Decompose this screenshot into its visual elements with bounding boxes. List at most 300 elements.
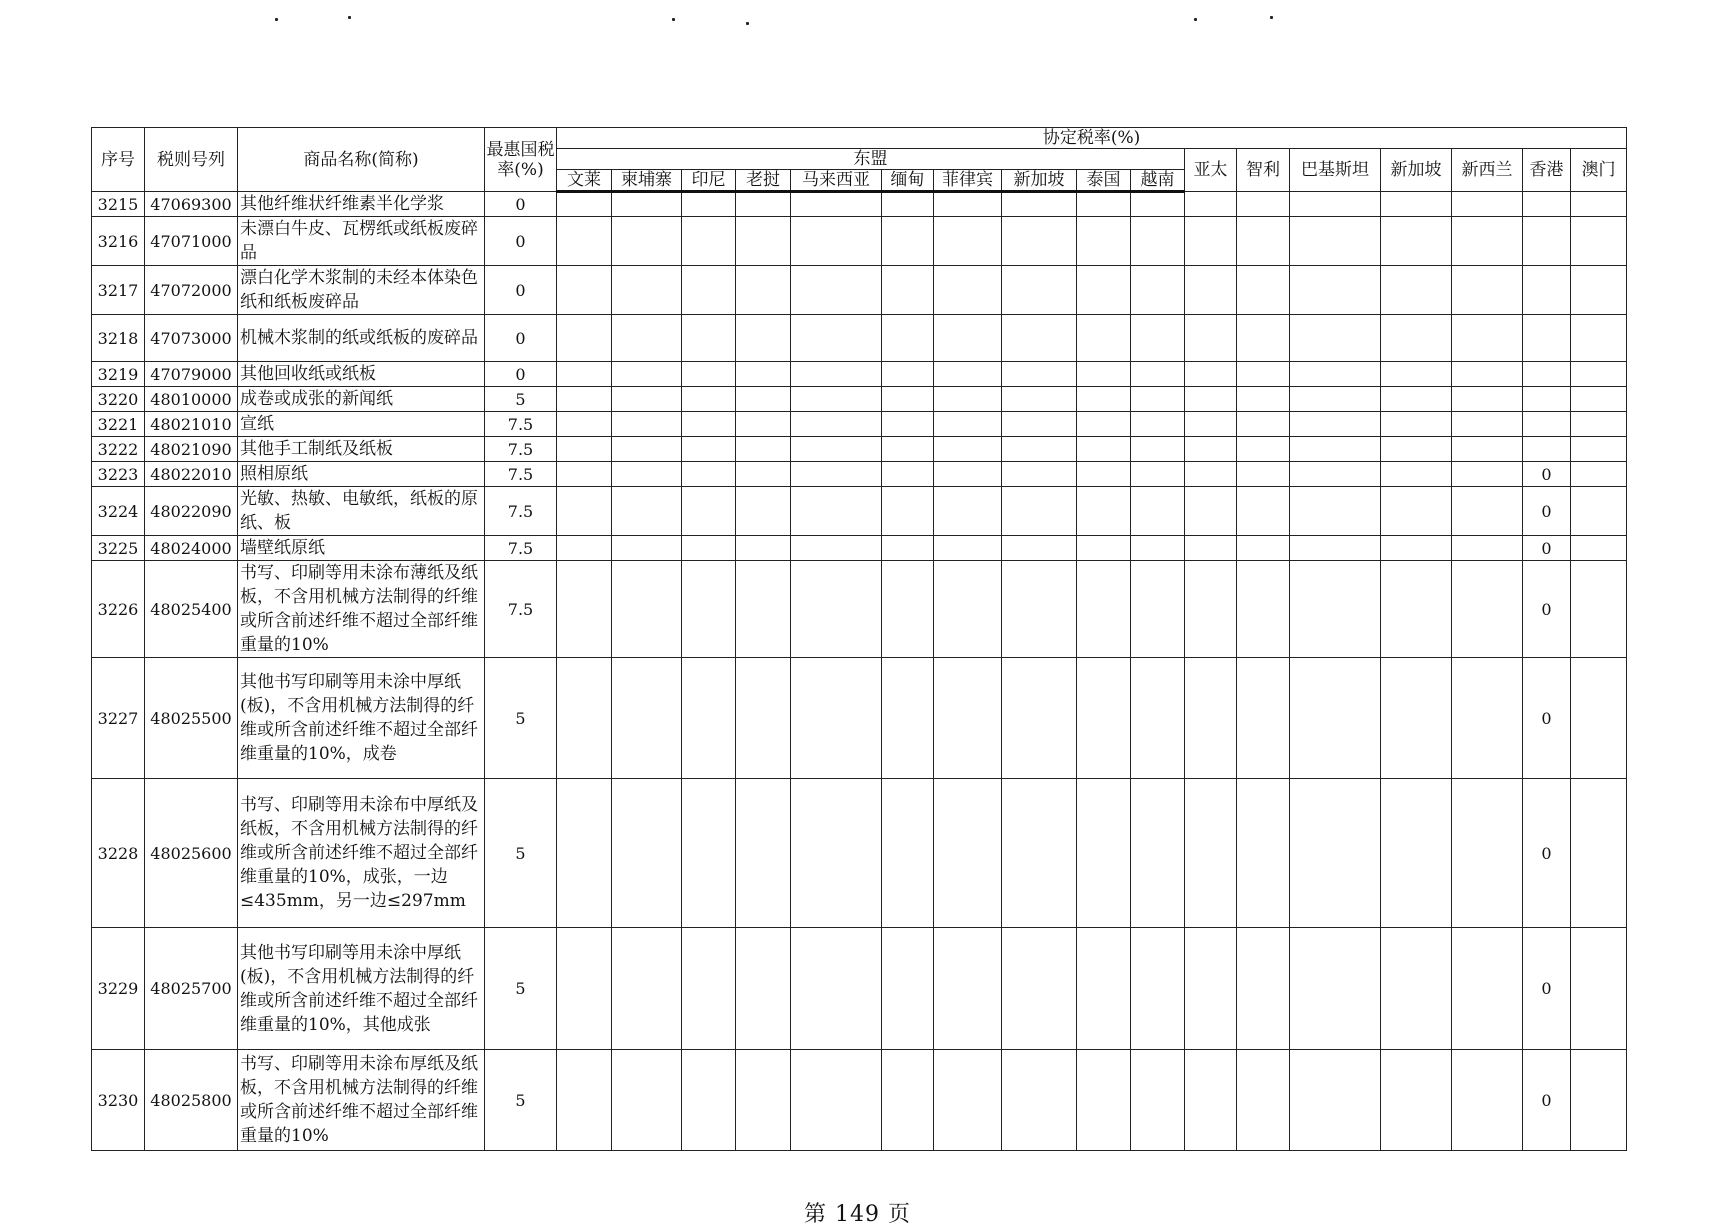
row-rate-cell [682,658,736,779]
row-rate-cell [1131,437,1185,462]
row-code: 48024000 [145,536,238,561]
row-rate-cell [791,487,882,536]
row-rate-cell [934,928,1002,1050]
row-rate-cell [1452,658,1523,779]
row-rate-cell [612,928,682,1050]
row-rate-cell [1077,928,1131,1050]
row-rate-cell [1452,928,1523,1050]
row-rate-cell [682,266,736,315]
row-rate-cell [1381,266,1452,315]
row-seq: 3215 [92,192,145,217]
row-rate-cell [1131,412,1185,437]
row-rate-cell [557,658,612,779]
row-rate-cell [1077,536,1131,561]
row-rate-cell [1290,437,1381,462]
row-code: 48022090 [145,487,238,536]
row-mfn-rate: 0 [485,217,557,266]
header-thailand: 泰国 [1077,170,1131,192]
row-name: 漂白化学木浆制的未经本体染色纸和纸板废碎品 [238,266,485,315]
row-rate-cell [682,928,736,1050]
row-mfn-rate: 7.5 [485,561,557,658]
row-rate-cell [1237,462,1290,487]
row-rate-cell [557,1050,612,1151]
row-mfn-rate: 7.5 [485,487,557,536]
row-rate-cell [736,362,791,387]
row-rate-cell [1077,362,1131,387]
row-code: 47072000 [145,266,238,315]
row-rate-cell [1237,362,1290,387]
row-rate-cell [791,462,882,487]
row-name: 墙壁纸原纸 [238,536,485,561]
row-rate-cell [682,561,736,658]
row-rate-cell [1381,387,1452,412]
row-rate-cell [736,315,791,362]
row-rate-cell [1381,462,1452,487]
row-rate-cell [1237,561,1290,658]
row-name: 其他书写印刷等用未涂中厚纸(板)，不含用机械方法制得的纤维或所含前述纤维不超过全部纤维重量的10%，其他成张 [238,928,485,1050]
row-rate-cell [934,536,1002,561]
row-rate-cell [1290,412,1381,437]
row-hong-kong-rate [1523,217,1571,266]
row-rate-cell [1237,266,1290,315]
row-rate-cell [1237,387,1290,412]
scan-mark [1194,18,1197,21]
row-seq: 3230 [92,1050,145,1151]
row-rate-cell [1185,192,1237,217]
row-macau-rate [1571,462,1627,487]
row-rate-cell [1002,266,1077,315]
row-mfn-rate: 7.5 [485,536,557,561]
row-rate-cell [1381,561,1452,658]
row-rate-cell [1452,779,1523,928]
tariff-table [91,127,1627,1151]
table-body [92,192,1627,1151]
header-vietnam: 越南 [1131,170,1185,192]
row-rate-cell [557,487,612,536]
header-seq: 序号 [92,128,145,192]
row-rate-cell [934,266,1002,315]
row-rate-cell [557,462,612,487]
row-rate-cell [1185,362,1237,387]
row-rate-cell [612,487,682,536]
row-rate-cell [1077,779,1131,928]
row-rate-cell [934,192,1002,217]
row-rate-cell [1237,536,1290,561]
row-name: 照相原纸 [238,462,485,487]
row-rate-cell [557,561,612,658]
row-code: 48021010 [145,412,238,437]
row-rate-cell [1002,561,1077,658]
row-macau-rate [1571,362,1627,387]
row-rate-cell [1452,462,1523,487]
table-row [92,536,1627,561]
row-rate-cell [1131,779,1185,928]
row-rate-cell [1185,462,1237,487]
row-code: 48025700 [145,928,238,1050]
row-macau-rate [1571,437,1627,462]
row-rate-cell [791,387,882,412]
row-rate-cell [736,779,791,928]
row-rate-cell [612,266,682,315]
row-rate-cell [882,315,934,362]
row-mfn-rate: 0 [485,192,557,217]
row-rate-cell [1002,928,1077,1050]
table-row [92,487,1627,536]
row-rate-cell [612,437,682,462]
scan-mark [348,16,351,19]
table-row [92,412,1627,437]
row-seq: 3226 [92,561,145,658]
row-rate-cell [1237,928,1290,1050]
row-macau-rate [1571,192,1627,217]
row-rate-cell [1131,462,1185,487]
row-seq: 3216 [92,217,145,266]
row-rate-cell [1185,437,1237,462]
row-rate-cell [791,266,882,315]
row-mfn-rate: 7.5 [485,412,557,437]
row-rate-cell [934,487,1002,536]
row-hong-kong-rate [1523,266,1571,315]
table-row [92,561,1627,658]
row-rate-cell [791,217,882,266]
row-rate-cell [791,192,882,217]
row-rate-cell [1237,487,1290,536]
row-seq: 3222 [92,437,145,462]
table-row [92,362,1627,387]
row-rate-cell [1077,412,1131,437]
row-rate-cell [1237,437,1290,462]
row-rate-cell [882,658,934,779]
row-hong-kong-rate [1523,315,1571,362]
row-rate-cell [1381,362,1452,387]
table-row [92,437,1627,462]
row-name: 书写、印刷等用未涂布薄纸及纸板，不含用机械方法制得的纤维或所含前述纤维不超过全部纤维重量的10% [238,561,485,658]
row-rate-cell [1381,315,1452,362]
row-code: 47071000 [145,217,238,266]
row-rate-cell [1290,462,1381,487]
row-macau-rate [1571,487,1627,536]
row-rate-cell [1452,561,1523,658]
row-seq: 3227 [92,658,145,779]
row-rate-cell [1131,561,1185,658]
row-name: 成卷或成张的新闻纸 [238,387,485,412]
row-rate-cell [682,1050,736,1151]
row-rate-cell [1452,437,1523,462]
row-code: 48025800 [145,1050,238,1151]
row-rate-cell [1185,561,1237,658]
row-name: 书写、印刷等用未涂布厚纸及纸板，不含用机械方法制得的纤维或所含前述纤维不超过全部纤维重量的10% [238,1050,485,1151]
row-rate-cell [1077,462,1131,487]
header-apta: 亚太 [1185,149,1237,192]
row-rate-cell [1290,658,1381,779]
header-indonesia: 印尼 [682,170,736,192]
row-rate-cell [612,536,682,561]
row-rate-cell [1290,1050,1381,1151]
row-mfn-rate: 7.5 [485,437,557,462]
row-rate-cell [791,561,882,658]
row-rate-cell [682,779,736,928]
row-rate-cell [882,412,934,437]
row-macau-rate [1571,658,1627,779]
row-rate-cell [682,487,736,536]
row-rate-cell [1077,217,1131,266]
row-rate-cell [1185,1050,1237,1151]
row-rate-cell [1452,192,1523,217]
row-rate-cell [791,536,882,561]
row-rate-cell [791,658,882,779]
row-rate-cell [1381,437,1452,462]
row-rate-cell [1381,192,1452,217]
row-rate-cell [557,779,612,928]
table-row [92,779,1627,928]
row-seq: 3218 [92,315,145,362]
row-rate-cell [557,437,612,462]
row-seq: 3224 [92,487,145,536]
header-brunei: 文莱 [557,170,612,192]
row-hong-kong-rate [1523,362,1571,387]
row-code: 48025400 [145,561,238,658]
header-new-zealand: 新西兰 [1452,149,1523,192]
row-rate-cell [1002,412,1077,437]
row-macau-rate [1571,561,1627,658]
row-seq: 3217 [92,266,145,315]
row-rate-cell [1381,779,1452,928]
header-mfn-rate: 最惠国税率(%) [485,128,557,192]
row-mfn-rate: 5 [485,387,557,412]
row-rate-cell [1131,487,1185,536]
row-rate-cell [682,536,736,561]
row-rate-cell [934,362,1002,387]
row-rate-cell [791,362,882,387]
row-rate-cell [882,1050,934,1151]
row-rate-cell [682,315,736,362]
row-rate-cell [1131,387,1185,412]
row-rate-cell [791,928,882,1050]
row-rate-cell [736,658,791,779]
row-rate-cell [934,658,1002,779]
row-macau-rate [1571,412,1627,437]
row-seq: 3223 [92,462,145,487]
row-rate-cell [1077,192,1131,217]
header-myanmar: 缅甸 [882,170,934,192]
row-rate-cell [1381,412,1452,437]
row-rate-cell [1002,462,1077,487]
row-name: 其他纤维状纤维素半化学浆 [238,192,485,217]
row-rate-cell [1002,487,1077,536]
row-rate-cell [882,387,934,412]
row-rate-cell [934,217,1002,266]
row-rate-cell [1290,928,1381,1050]
row-rate-cell [1452,266,1523,315]
row-rate-cell [1290,217,1381,266]
row-rate-cell [1290,362,1381,387]
row-mfn-rate: 0 [485,362,557,387]
row-name: 其他回收纸或纸板 [238,362,485,387]
row-rate-cell [736,266,791,315]
scan-mark [672,18,675,21]
header-agreement-rate: 协定税率(%) [557,128,1627,149]
row-rate-cell [1002,1050,1077,1151]
row-rate-cell [1077,561,1131,658]
row-rate-cell [612,561,682,658]
row-rate-cell [1185,487,1237,536]
row-mfn-rate: 0 [485,266,557,315]
row-rate-cell [882,217,934,266]
row-rate-cell [1002,217,1077,266]
row-code: 48025600 [145,779,238,928]
row-rate-cell [1290,315,1381,362]
row-rate-cell [682,217,736,266]
row-rate-cell [682,412,736,437]
row-rate-cell [736,412,791,437]
row-rate-cell [1002,658,1077,779]
row-rate-cell [882,779,934,928]
header-code: 税则号列 [145,128,238,192]
row-rate-cell [1077,437,1131,462]
row-rate-cell [682,437,736,462]
row-rate-cell [1290,387,1381,412]
row-rate-cell [736,928,791,1050]
scan-mark [1270,16,1273,19]
row-rate-cell [1452,315,1523,362]
row-rate-cell [1131,928,1185,1050]
row-rate-cell [882,266,934,315]
header-asean-singapore: 新加坡 [1002,170,1077,192]
header-macau: 澳门 [1571,149,1627,192]
row-rate-cell [612,658,682,779]
row-rate-cell [557,412,612,437]
header-philippines: 菲律宾 [934,170,1002,192]
row-name: 宣纸 [238,412,485,437]
row-rate-cell [1131,658,1185,779]
row-rate-cell [612,462,682,487]
table-row [92,315,1627,362]
row-macau-rate [1571,779,1627,928]
row-code: 48010000 [145,387,238,412]
row-rate-cell [1290,487,1381,536]
row-rate-cell [882,362,934,387]
row-rate-cell [1131,536,1185,561]
row-rate-cell [612,412,682,437]
row-hong-kong-rate: 0 [1523,487,1571,536]
row-name: 书写、印刷等用未涂布中厚纸及纸板，不含用机械方法制得的纤维或所含前述纤维不超过全部纤维重量的10%，成张，一边≤435mm，另一边≤297mm [238,779,485,928]
row-hong-kong-rate [1523,412,1571,437]
row-code: 47079000 [145,362,238,387]
row-rate-cell [1237,779,1290,928]
row-rate-cell [1452,412,1523,437]
row-mfn-rate: 7.5 [485,462,557,487]
row-rate-cell [557,266,612,315]
header-asean: 东盟 [557,149,1185,170]
row-rate-cell [1290,192,1381,217]
row-seq: 3225 [92,536,145,561]
row-rate-cell [1452,217,1523,266]
row-rate-cell [1290,536,1381,561]
row-rate-cell [882,561,934,658]
row-seq: 3229 [92,928,145,1050]
row-rate-cell [1185,387,1237,412]
row-rate-cell [1185,315,1237,362]
row-code: 48021090 [145,437,238,462]
row-rate-cell [1002,437,1077,462]
row-rate-cell [791,315,882,362]
row-rate-cell [1452,536,1523,561]
row-rate-cell [1185,779,1237,928]
row-rate-cell [612,779,682,928]
header-laos: 老挝 [736,170,791,192]
page-number: 第 149 页 [804,1202,911,1227]
table-row [92,192,1627,217]
row-rate-cell [612,192,682,217]
row-rate-cell [557,387,612,412]
row-rate-cell [1131,192,1185,217]
row-rate-cell [934,387,1002,412]
row-rate-cell [1185,217,1237,266]
header-name: 商品名称(简称) [238,128,485,192]
row-code: 47069300 [145,192,238,217]
row-hong-kong-rate: 0 [1523,928,1571,1050]
table-row [92,387,1627,412]
row-rate-cell [1237,1050,1290,1151]
row-rate-cell [736,487,791,536]
row-rate-cell [1452,1050,1523,1151]
row-seq: 3219 [92,362,145,387]
row-hong-kong-rate [1523,192,1571,217]
row-mfn-rate: 0 [485,315,557,362]
row-rate-cell [557,192,612,217]
row-rate-cell [1002,362,1077,387]
row-name: 其他手工制纸及纸板 [238,437,485,462]
row-code: 48022010 [145,462,238,487]
table-row [92,462,1627,487]
row-rate-cell [736,536,791,561]
row-rate-cell [1452,387,1523,412]
row-rate-cell [1290,266,1381,315]
row-mfn-rate: 5 [485,658,557,779]
row-rate-cell [557,217,612,266]
row-mfn-rate: 5 [485,779,557,928]
row-rate-cell [682,192,736,217]
row-rate-cell [934,437,1002,462]
header-pakistan: 巴基斯坦 [1290,149,1381,192]
row-hong-kong-rate: 0 [1523,1050,1571,1151]
row-name: 光敏、热敏、电敏纸，纸板的原纸、板 [238,487,485,536]
row-rate-cell [1452,362,1523,387]
row-rate-cell [612,387,682,412]
header-hong-kong: 香港 [1523,149,1571,192]
row-rate-cell [1131,217,1185,266]
row-rate-cell [791,1050,882,1151]
row-rate-cell [1237,412,1290,437]
header-malaysia: 马来西亚 [791,170,882,192]
row-name: 机械木浆制的纸或纸板的废碎品 [238,315,485,362]
row-rate-cell [791,779,882,928]
row-rate-cell [1381,928,1452,1050]
row-rate-cell [736,561,791,658]
row-rate-cell [557,362,612,387]
row-hong-kong-rate: 0 [1523,561,1571,658]
row-seq: 3221 [92,412,145,437]
row-rate-cell [1077,658,1131,779]
row-rate-cell [882,437,934,462]
row-rate-cell [1185,928,1237,1050]
row-rate-cell [934,462,1002,487]
row-rate-cell [1381,658,1452,779]
row-rate-cell [1131,362,1185,387]
row-rate-cell [882,487,934,536]
row-rate-cell [1237,658,1290,779]
row-hong-kong-rate [1523,387,1571,412]
